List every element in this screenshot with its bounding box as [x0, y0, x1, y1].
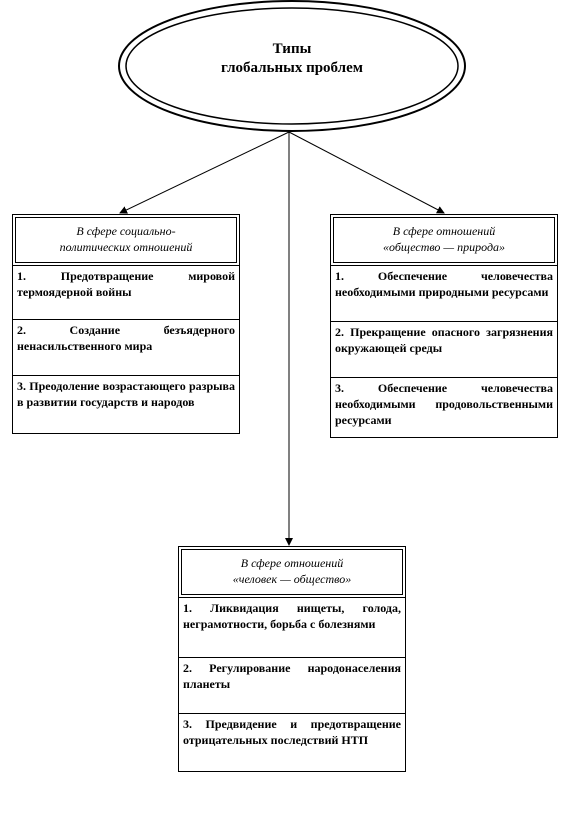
arrow-to-left	[120, 132, 289, 213]
branch-header	[15, 217, 237, 263]
branch-header	[181, 549, 403, 595]
list-item: 1. Предотвращение мировой термоядерной войны	[13, 265, 239, 319]
branch-header-line2: «общество — природа»	[382, 240, 506, 254]
list-item: 2. Прекращение опасного загрязнения окружающей среды	[331, 321, 557, 377]
branch-header-line1: В сфере отношений	[392, 224, 496, 238]
arrow-to-right	[289, 132, 444, 213]
list-item: 3. Преодоление возрастающего разрыва в развитии государств и народов	[13, 375, 239, 433]
list-item: 1. Ликвидация нищеты, голода, неграмотности, борьба с болезнями	[179, 597, 405, 657]
branch-socio-political	[12, 214, 240, 434]
list-item: 2. Регулирование народонаселения планеты	[179, 657, 405, 713]
list-item: 3. Предвидение и предотвращение отрицательных последствий НТП	[179, 713, 405, 771]
root-title-line2: глобальных проблем	[221, 60, 363, 76]
list-item: 1. Обеспечение человечества необходимыми природными ресурсами	[331, 265, 557, 321]
branch-header-line2: политических отношений	[59, 240, 193, 254]
branch-society-nature	[330, 214, 558, 438]
list-item: 2. Создание безъядерного ненасильственного мира	[13, 319, 239, 375]
branch-header-line1: В сфере отношений	[240, 556, 344, 570]
root-title	[150, 40, 434, 78]
branch-header	[333, 217, 555, 263]
branch-header-line2: «человек — общество»	[232, 572, 352, 586]
root-title-line1: Типы	[272, 41, 312, 57]
branch-human-society	[178, 546, 406, 772]
list-item: 3. Обеспечение человечества необходимыми продовольственными ресурсами	[331, 377, 557, 437]
branch-header-line1: В сфере социально-	[76, 224, 176, 238]
